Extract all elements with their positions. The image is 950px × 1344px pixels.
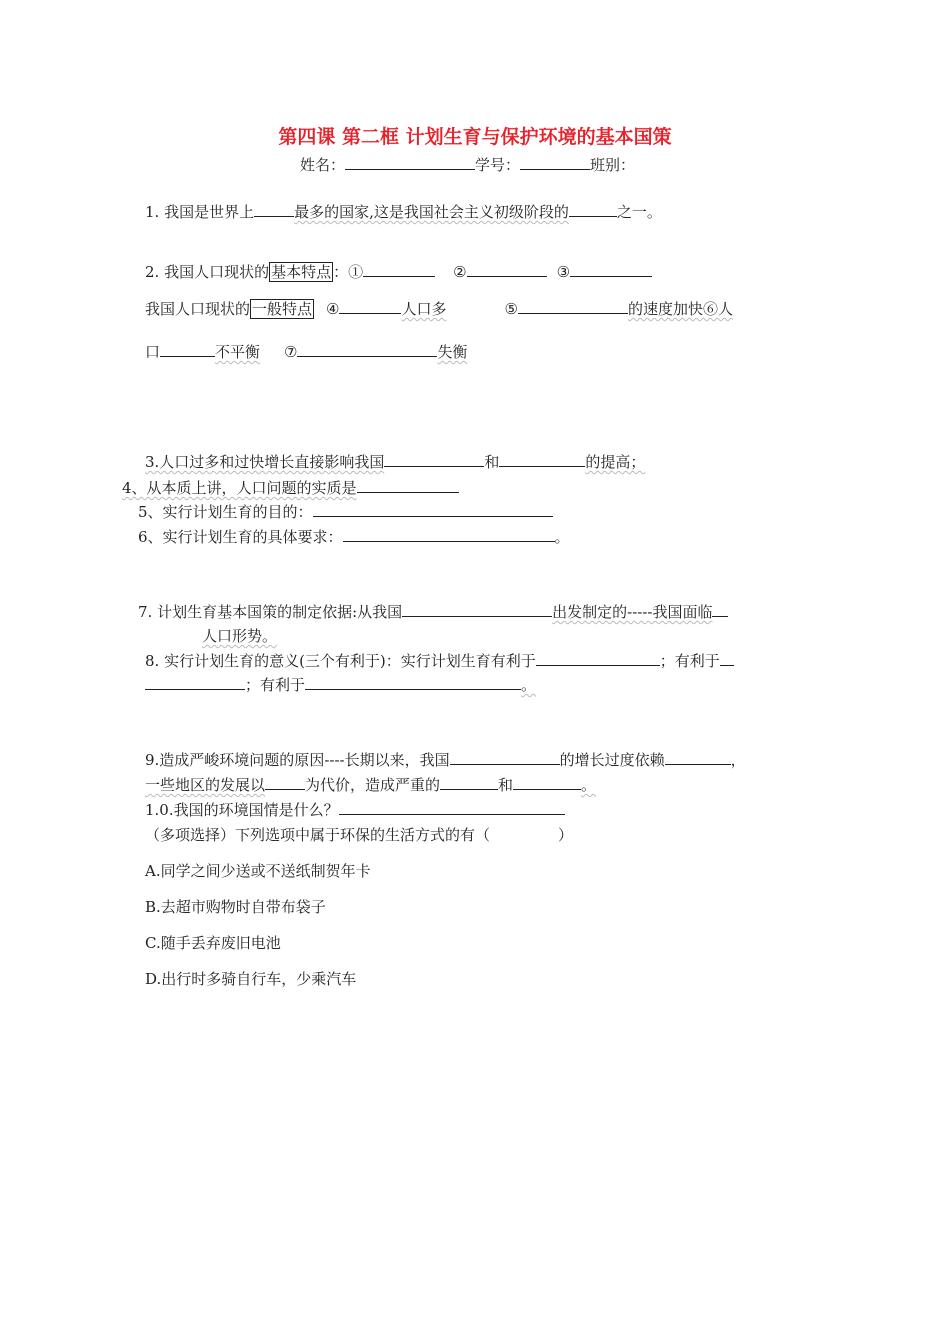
multi-choice-question — [145, 825, 573, 845]
q8-blank-2[interactable] — [720, 651, 734, 666]
q1-blank-2[interactable] — [569, 202, 617, 217]
q2-marker-2: ② — [453, 263, 467, 281]
q6-text-b: 。 — [554, 528, 570, 546]
student-id-label: 学号： — [475, 156, 521, 174]
q2-marker-7: ⑦ — [284, 343, 298, 361]
q9-text-f: 和 — [498, 776, 514, 794]
q9-blank-2[interactable] — [665, 750, 731, 765]
q2-text-e: 的速度加快⑥人 — [627, 300, 733, 318]
question-9-line-1 — [145, 750, 746, 770]
question-9-line-2 — [145, 775, 596, 795]
name-field[interactable] — [345, 155, 475, 170]
q2-blank-6[interactable] — [160, 342, 215, 357]
q8-blank-3[interactable] — [145, 675, 245, 690]
multi-choice-text: （多项选择）下列选项中属于环保的生活方式的有（ — [145, 826, 491, 844]
q8-text-a: 8. 实行计划生育的意义(三个有利于)：实行计划生育有利于 — [145, 652, 536, 670]
q6-blank-1[interactable] — [343, 527, 555, 542]
q4-text-a: 4、从本质上讲，人口问题的实质是 — [122, 479, 357, 497]
option-b[interactable]: B.去超市购物时自带布袋子 — [145, 898, 326, 916]
q7-blank-1[interactable] — [402, 602, 552, 617]
q9-text-c: ， — [730, 751, 746, 769]
q9-text-b: 的增长过度依赖 — [559, 751, 665, 769]
q2-blank-1[interactable] — [363, 262, 435, 277]
q7-text-c: 人口形势。 — [202, 627, 278, 645]
student-info-line — [300, 155, 635, 175]
q7-blank-2[interactable] — [712, 602, 728, 617]
q2-marker-4: ④ — [326, 300, 340, 318]
q8-blank-4[interactable] — [305, 675, 521, 690]
q8-text-d: 。 — [521, 676, 537, 694]
q2-blank-2[interactable] — [467, 262, 547, 277]
q10-blank-1[interactable] — [339, 800, 565, 815]
question-2-line-1 — [145, 262, 652, 282]
q2-text-d: 人口多 — [401, 300, 447, 318]
q1-text-a: 1. 我国是世界上 — [145, 203, 255, 221]
question-7-line-1 — [138, 602, 728, 622]
question-8-line-2 — [145, 675, 536, 695]
q10-text-a: 1.0.我国的环境国情是什么？ — [145, 801, 339, 819]
q9-blank-4[interactable] — [440, 775, 498, 790]
q1-text-c: 之一。 — [616, 203, 662, 221]
option-a[interactable]: A.同学之间少送或不送纸制贺年卡 — [145, 862, 371, 880]
q9-text-d: 一些地区的发展以 — [145, 776, 266, 794]
question-2-line-3 — [145, 342, 468, 362]
q3-text-c: 的提高； — [585, 453, 646, 471]
q9-blank-3[interactable] — [265, 775, 305, 790]
q2-boxed-general-features: 一般特点 — [252, 300, 313, 318]
question-4 — [122, 478, 459, 498]
q2-text-a: 2. 我国人口现状的 — [145, 263, 270, 281]
q3-blank-2[interactable] — [499, 452, 585, 467]
q8-text-c: ；有利于 — [245, 676, 306, 694]
q2-text-c: 我国人口现状的 — [145, 300, 251, 318]
q2-blank-7[interactable] — [297, 342, 437, 357]
question-10 — [145, 800, 565, 820]
q8-text-b: ；有利于 — [659, 652, 720, 670]
q6-text-a: 6、实行计划生育的具体要求： — [138, 528, 343, 546]
name-label: 姓名： — [300, 156, 346, 174]
q1-blank-1[interactable] — [254, 202, 294, 217]
q5-text-a: 5、实行计划生育的目的： — [138, 503, 313, 521]
option-d[interactable]: D.出行时多骑自行车，少乘汽车 — [145, 970, 357, 988]
q9-blank-5[interactable] — [513, 775, 581, 790]
q9-text-e: 为代价，造成严重的 — [305, 776, 441, 794]
question-6 — [138, 527, 570, 547]
q2-marker-5: ⑤ — [504, 300, 518, 318]
q2-boxed-basic-features: 基本特点 — [271, 263, 332, 281]
q2-text-f: 口 — [145, 343, 161, 361]
q7-text-a: 7. 计划生育基本国策的制定依据:从我国 — [138, 603, 403, 621]
multi-choice-close-paren: ） — [558, 826, 574, 844]
q3-text-a: 3.人口过多和过快增长直接影响我国 — [145, 453, 385, 471]
q3-text-b: 和 — [484, 453, 500, 471]
question-5 — [138, 502, 553, 522]
q3-blank-1[interactable] — [384, 452, 484, 467]
q2-blank-4[interactable] — [339, 299, 401, 314]
q2-marker-1: ：① — [333, 263, 364, 281]
q2-text-h: 失衡 — [437, 343, 468, 361]
q5-blank-1[interactable] — [313, 502, 553, 517]
question-7-line-2 — [202, 626, 277, 646]
q2-marker-3: ③ — [556, 263, 571, 281]
q2-blank-5[interactable] — [518, 299, 628, 314]
question-2-line-2 — [145, 299, 733, 319]
q7-text-b: 出发制定的-----我国面临 — [552, 603, 713, 621]
page-title: 第四课 第二框 计划生育与保护环境的基本国策 — [278, 126, 672, 148]
q2-blank-3[interactable] — [570, 262, 652, 277]
q9-text-g: 。 — [581, 776, 597, 794]
student-id-field[interactable] — [520, 155, 590, 170]
q9-blank-1[interactable] — [450, 750, 560, 765]
q8-blank-1[interactable] — [536, 651, 660, 666]
q4-blank-1[interactable] — [357, 478, 459, 493]
question-3 — [145, 452, 645, 472]
question-1 — [145, 202, 662, 222]
option-c[interactable]: C.随手丢弃废旧电池 — [145, 934, 281, 952]
class-label: 班别： — [590, 156, 636, 174]
q1-text-b: 最多的国家,这是我国社会主义初级阶段的 — [294, 203, 569, 221]
q2-text-g: 不平衡 — [215, 343, 261, 361]
q9-text-a: 9.造成严峻环境问题的原因----长期以来，我国 — [145, 751, 450, 769]
question-8-line-1 — [145, 651, 734, 671]
